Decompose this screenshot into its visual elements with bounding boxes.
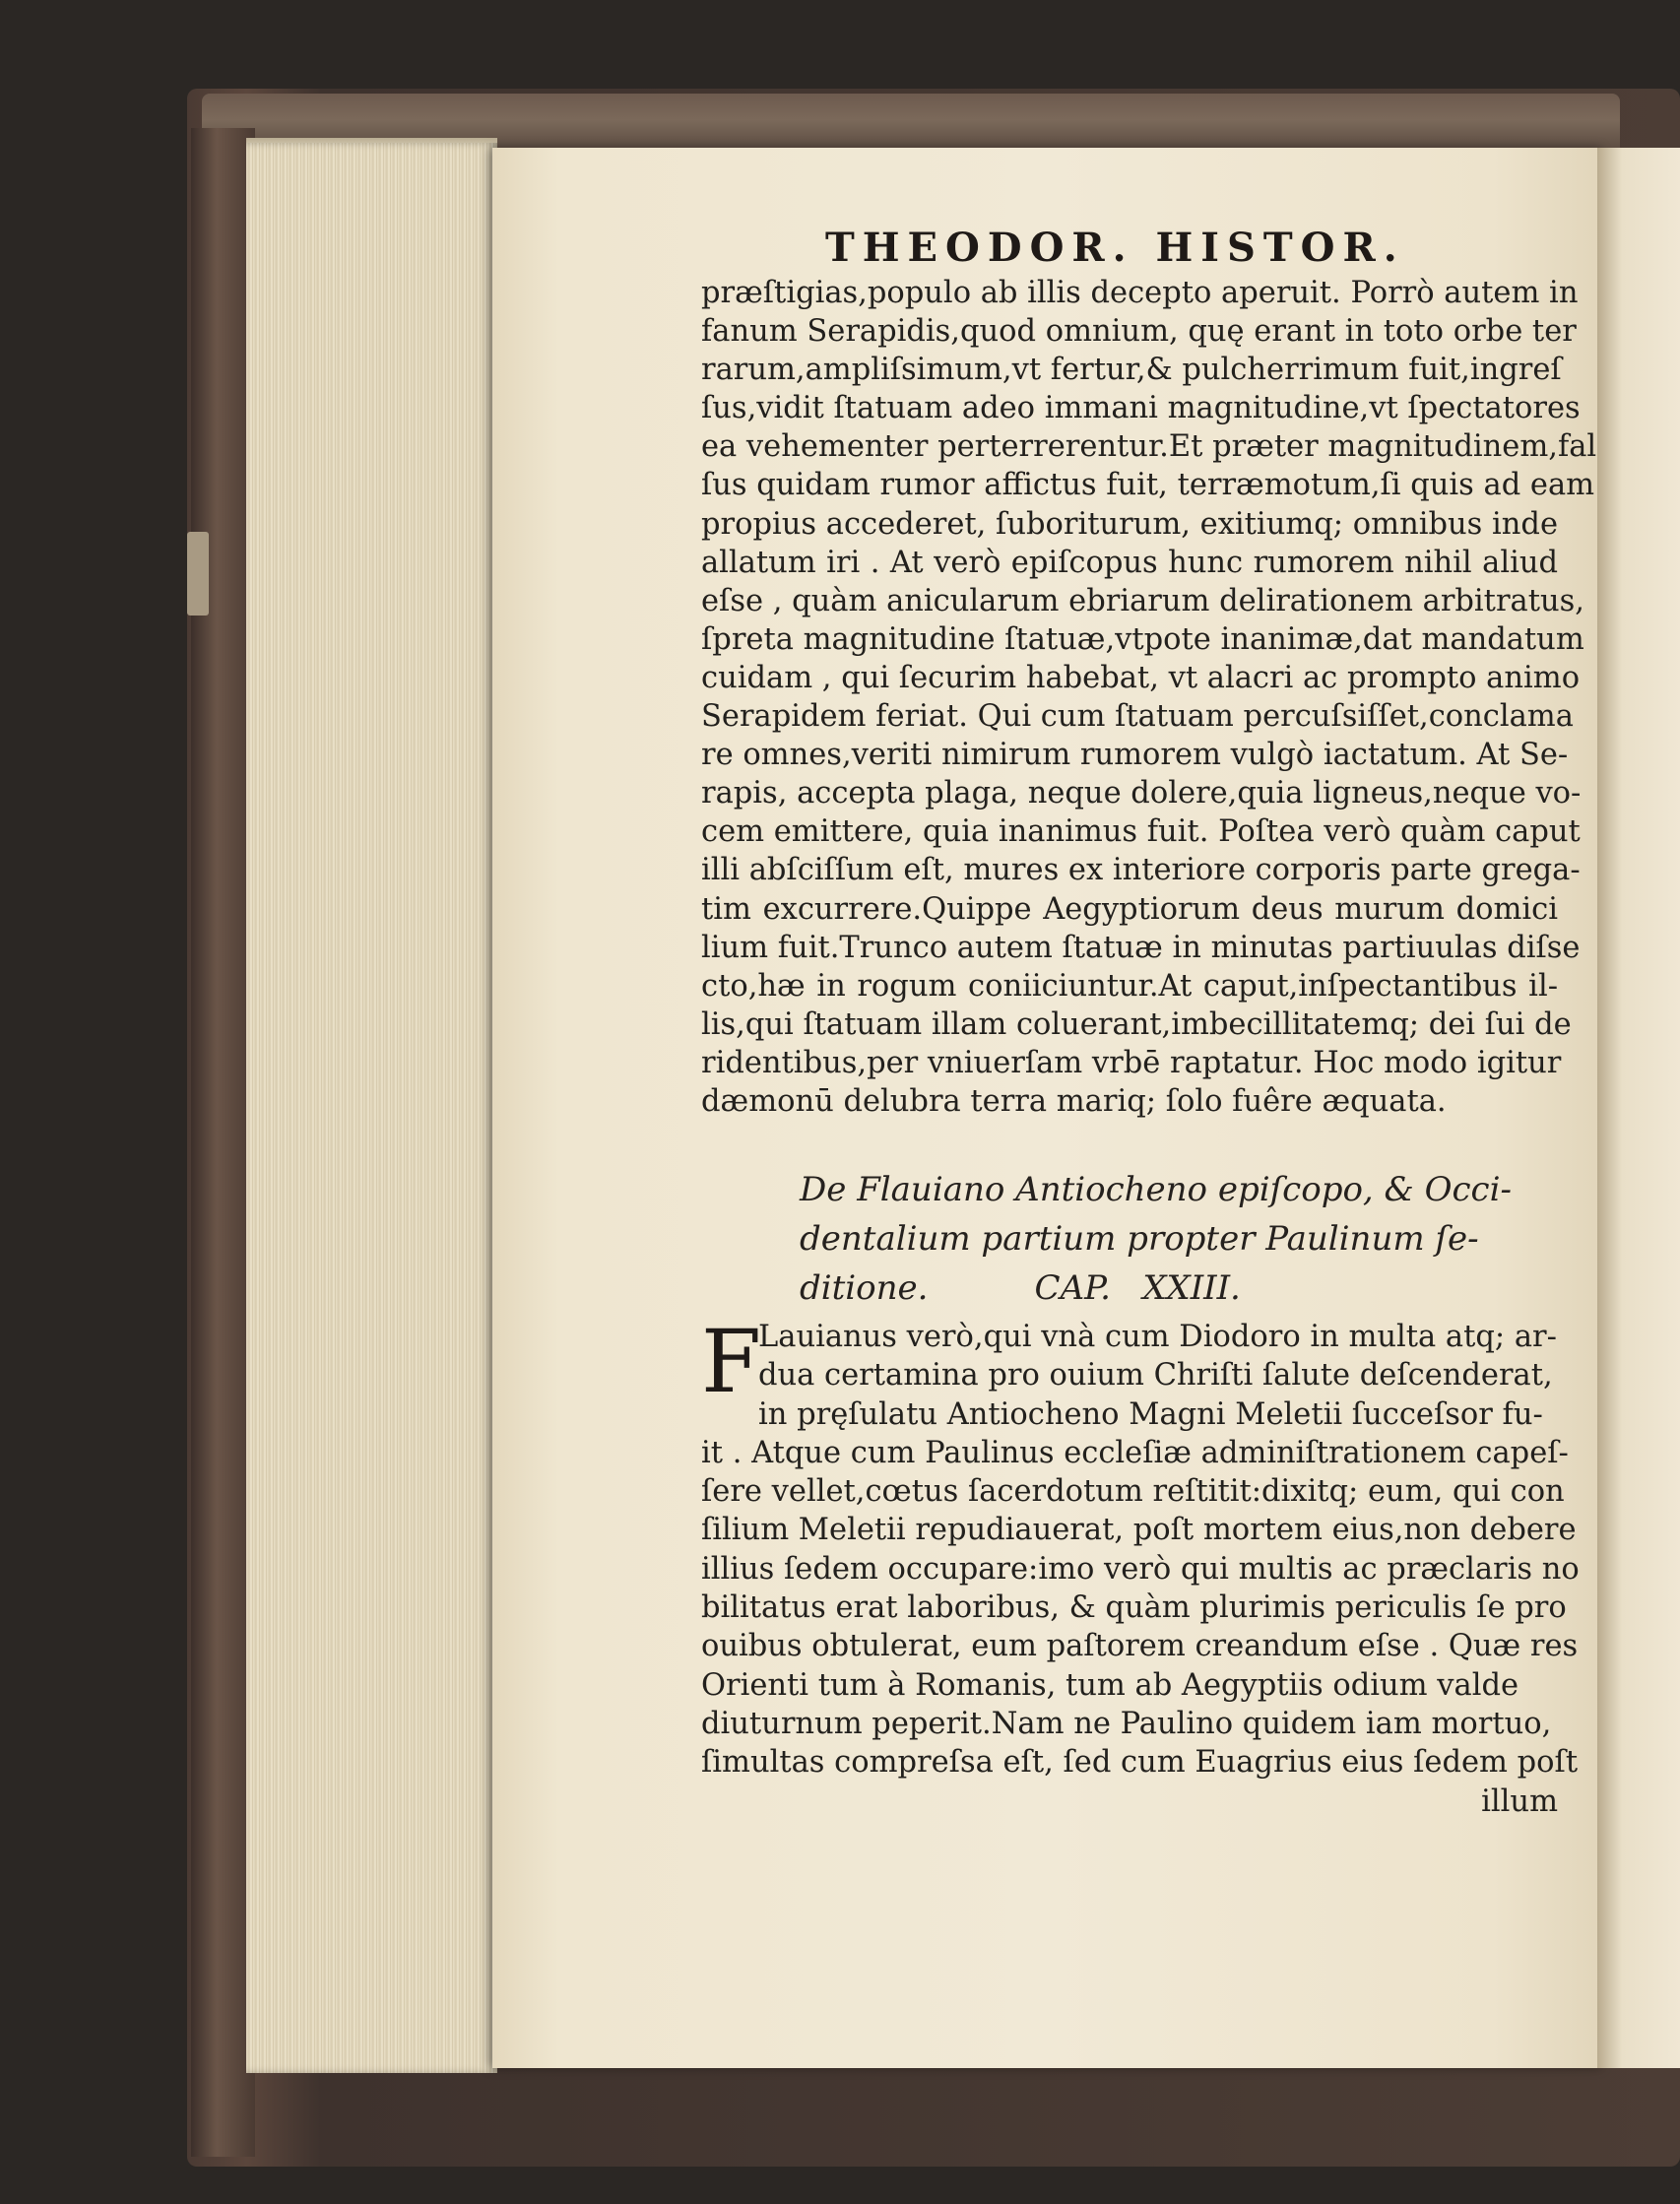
drop-cap-initial: F [701,1311,762,1412]
text-line: ſpreta magnitudine ſtatuæ,vtpote inanimæ,dat mandatum [701,621,1584,657]
text-line: rapis, accepta plaga, neque dolere,quia ligneus,neque vo- [701,776,1582,811]
text-line: cto,hæ in rogum coniiciuntur.At caput,inſpectantibus il- [701,968,1558,1004]
text-line: ſilium Meletii repudiauerat, poſt mortem eius,non debere [701,1513,1577,1548]
page-block-edges [246,143,497,2073]
text-line: illius ſedem occupare:imo verò qui multis ac præclaris no [701,1551,1580,1587]
text-block-1 [701,274,1597,1121]
text-line: Lauianus verò,qui vnà cum Diodoro in multa atq; ar- [758,1320,1557,1354]
text-line: in pręſulatu Antiocheno Magni Meletii ſucceſsor fu- [758,1396,1543,1432]
text-line: propius accederet, ſuboriturum, exitiumq; omnibus inde [701,506,1558,542]
text-block-2 [701,1311,1580,1821]
text-line: cuidam , qui ſecurim habebat, vt alacri ac prompto animo [701,660,1581,695]
text-line: rarum,ampliſsimum,vt fertur,& pulcherrimum fuit,ingreſ [701,353,1562,388]
text-line: ea vehementer perterrerentur.Et præter magnitudinem,fal [701,429,1597,465]
text-line: re omnes,veriti nimirum rumorem vulgò iactatum. At Se- [701,738,1569,773]
catchword: illum [1481,1783,1558,1819]
text-line: lium fuit.Trunco autem ſtatuæ in minutas partiuulas diſse [701,930,1581,965]
text-line: illi abſciſſum eſt, mures ex interiore corporis parte grega- [701,853,1581,888]
text-line: bilitatus erat laboribus, & quàm plurimis periculis ſe pro [701,1590,1567,1626]
chapter-heading-line: De Flauiano Antiocheno epiſcopo, & Occi- [800,1170,1512,1209]
text-line: ouibus obtulerat, eum paſtorem creandum eſse . Quæ res [701,1629,1579,1664]
text-line: ſus quidam rumor affictus fuit, terræmotum,ſi quis ad eam [701,468,1595,503]
text-line: allatum iri . At verò epiſcopus hunc rumorem nihil aliud [701,545,1558,580]
text-line: cem emittere, quia inanimus fuit. Poſtea verò quàm caput [701,814,1581,850]
running-header: THEODOR. HISTOR. [825,225,1405,271]
text-line: lis,qui ſtatuam illam coluerant,imbecillitatemq; dei ſui de [701,1006,1572,1042]
chapter-heading [800,1165,1512,1313]
text-line: ſere vellet,cœtus ſacerdotum reſtitit:dixitq; eum, qui con [701,1474,1565,1510]
text-line: tim excurrere.Quippe Aegyptiorum deus murum domici [701,891,1558,927]
text-line: ſus,vidit ſtatuam adeo immani magnitudine,vt ſpectatores [701,391,1581,426]
text-line: it . Atque cum Paulinus eccleſiæ adminiſtrationem capeſ- [701,1435,1569,1470]
facing-page-edge [1597,148,1680,2068]
text-line: ſimultas compreſsa eſt, ſed cum Euagrius eius ſedem poſt [701,1745,1579,1781]
text-line: eſse , quàm anicularum ebriarum delirationem arbitratus, [701,583,1584,618]
chapter-heading-line: dentalium partium propter Paulinum ſe- [800,1219,1479,1259]
text-line: Serapidem feriat. Qui cum ſtatuam percuſsiſſet,conclama [701,699,1574,735]
text-line: ridentibus,per vniuerſam vrbē raptatur. Hoc modo igitur [701,1045,1562,1080]
text-line: fanum Serapidis,quod omnium, quę erant in toto orbe ter [701,314,1577,350]
clasp-fragment [187,532,209,616]
text-line: diuturnum peperit.Nam ne Paulino quidem iam mortuo, [701,1706,1552,1741]
text-line: Orienti tum à Romanis, tum ab Aegyptiis odium valde [701,1667,1519,1703]
text-line: dua certamina pro ouium Chriſti ſalute deſcenderat, [758,1358,1553,1394]
chapter-heading-line: ditione. CAP. XXIII. [800,1268,1241,1308]
text-line: præſtigias,populo ab illis decepto aperuit. Porrò autem in [701,276,1579,310]
text-line: dæmonū delubra terra mariq; ſolo fuêre æquata. [701,1083,1447,1119]
